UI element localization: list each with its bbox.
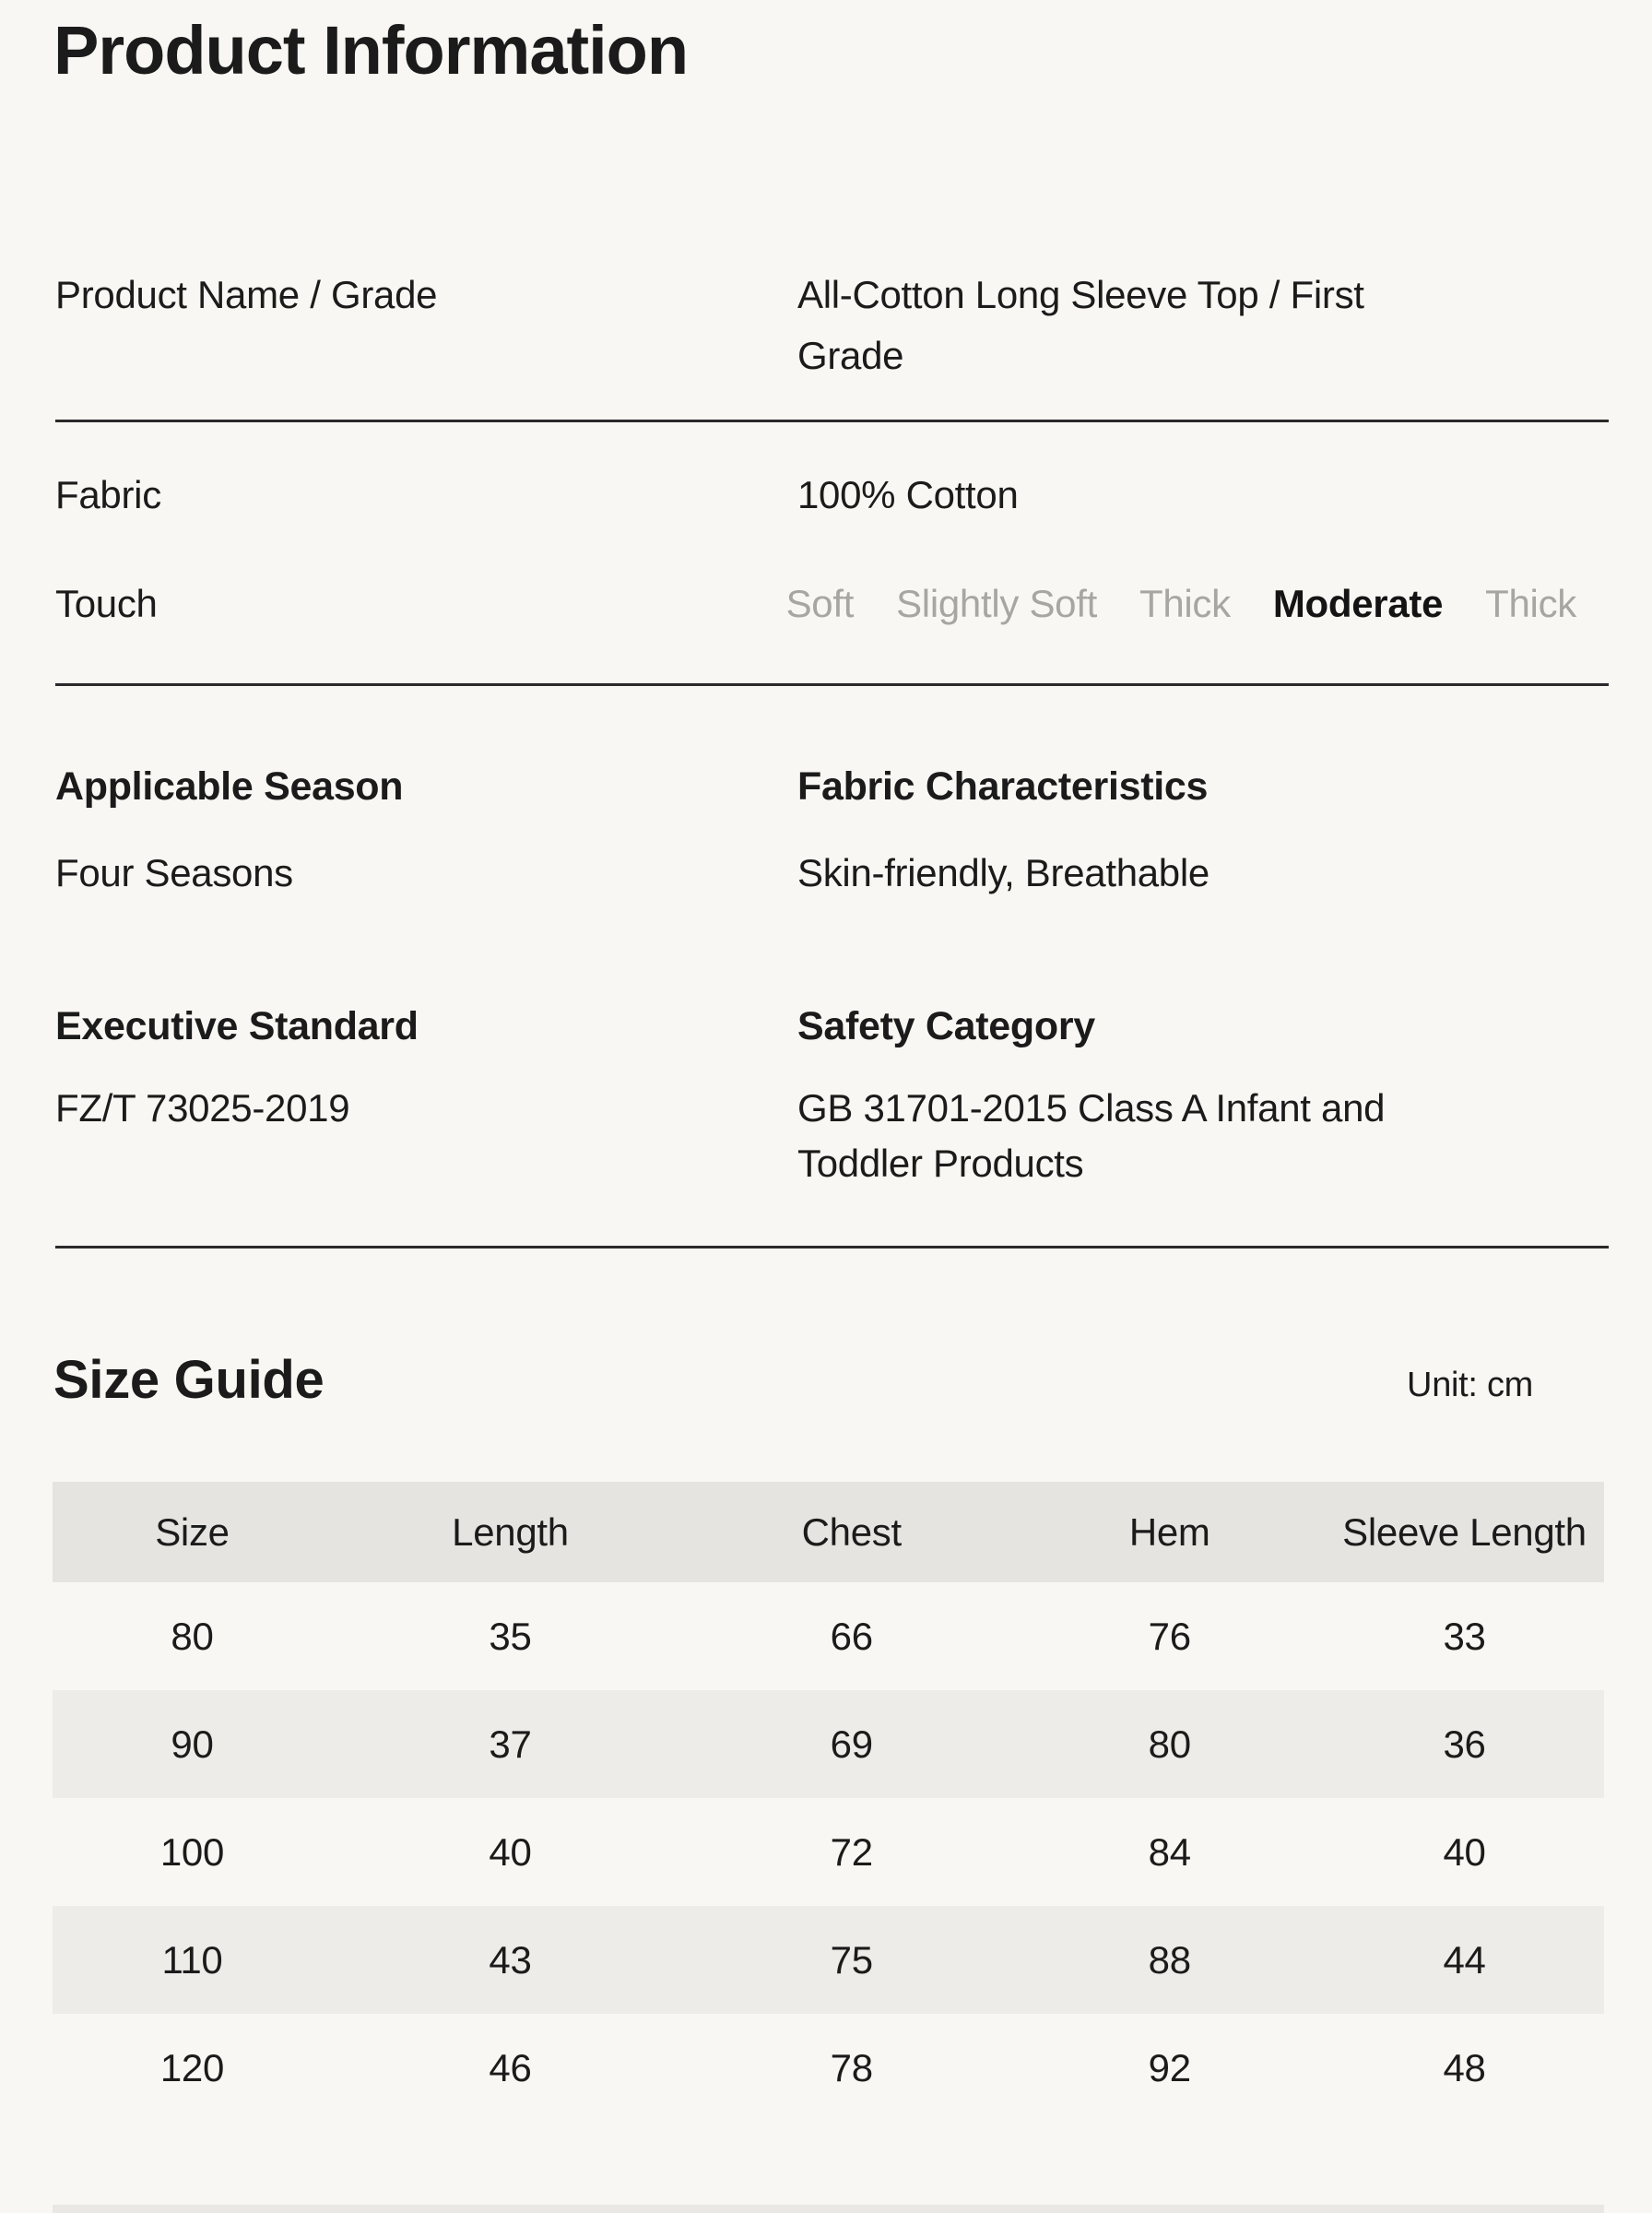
size-table-cell: 80 bbox=[171, 1614, 214, 1658]
touch-option: Soft bbox=[785, 582, 855, 625]
season-heading: Applicable Season bbox=[55, 764, 404, 809]
size-table-row bbox=[53, 2014, 1604, 2122]
section-divider bbox=[55, 420, 1609, 422]
size-table-cell: 48 bbox=[1443, 2045, 1486, 2089]
touch-option: Thick bbox=[1485, 582, 1576, 625]
executive-standard-value: FZ/T 73025-2019 bbox=[55, 1086, 350, 1130]
size-table-cell: 100 bbox=[159, 1829, 225, 1874]
size-table-cell: 40 bbox=[489, 1829, 532, 1874]
size-table-header-cell: Size bbox=[155, 1509, 230, 1554]
size-table-cell: 44 bbox=[1443, 1937, 1486, 1982]
safety-category-heading: Safety Category bbox=[797, 1004, 1095, 1048]
product-name-label: Product Name / Grade bbox=[55, 273, 438, 316]
size-table-cell: 72 bbox=[830, 1829, 873, 1874]
safety-category-value: GB 31701-2015 Class A Infant and Toddler Products bbox=[797, 1086, 1386, 1185]
size-guide-title: Size Guide bbox=[53, 1350, 324, 1410]
size-table-row bbox=[53, 1690, 1604, 1798]
size-table-cell: 36 bbox=[1443, 1722, 1486, 1766]
size-table-cell: 75 bbox=[830, 1937, 873, 1982]
fabric-characteristics-value: Skin-friendly, Breathable bbox=[797, 851, 1210, 894]
size-table-cell: 80 bbox=[1148, 1722, 1191, 1766]
size-table-cell: 78 bbox=[830, 2045, 873, 2089]
size-table-cell: 40 bbox=[1443, 1829, 1486, 1874]
size-table-cell: 35 bbox=[489, 1614, 532, 1658]
size-table-row bbox=[53, 1582, 1604, 1690]
size-table-header-cell: Length bbox=[452, 1509, 569, 1554]
executive-standard-heading: Executive Standard bbox=[55, 1004, 419, 1048]
size-table-cell: 110 bbox=[161, 1937, 223, 1982]
fabric-label: Fabric bbox=[55, 473, 161, 516]
season-value: Four Seasons bbox=[55, 851, 293, 894]
size-table-header-row bbox=[53, 1482, 1604, 1582]
size-table-row bbox=[53, 1906, 1604, 2014]
size-table-cell: 33 bbox=[1443, 1614, 1486, 1658]
size-table-cell: 76 bbox=[1148, 1614, 1191, 1658]
size-table-cell: 90 bbox=[171, 1722, 214, 1766]
size-table-cell: 37 bbox=[489, 1722, 532, 1766]
touch-option: Thick bbox=[1139, 582, 1231, 625]
next-row-edge bbox=[53, 2205, 1604, 2213]
size-table-cell: 69 bbox=[830, 1722, 873, 1766]
touch-options bbox=[786, 584, 1576, 624]
size-table-cell: 120 bbox=[159, 2045, 225, 2089]
size-table-cell: 88 bbox=[1148, 1937, 1191, 1982]
size-table-header-cell: Sleeve Length bbox=[1342, 1509, 1587, 1554]
size-table-header-cell: Hem bbox=[1128, 1509, 1210, 1554]
size-table-row bbox=[53, 1798, 1604, 1906]
size-table-cell: 43 bbox=[489, 1937, 532, 1982]
touch-option: Slightly Soft bbox=[896, 582, 1097, 625]
size-table-cell: 84 bbox=[1148, 1829, 1191, 1874]
fabric-characteristics-heading: Fabric Characteristics bbox=[797, 764, 1209, 809]
touch-option-selected: Moderate bbox=[1272, 582, 1444, 625]
size-table-cell: 92 bbox=[1148, 2045, 1191, 2089]
touch-label: Touch bbox=[55, 582, 158, 625]
size-guide-unit: Unit: cm bbox=[1407, 1366, 1533, 1404]
size-table-cell: 46 bbox=[489, 2045, 532, 2089]
size-table-cell: 66 bbox=[830, 1614, 873, 1658]
size-table-header-cell: Chest bbox=[801, 1509, 902, 1554]
section-divider bbox=[55, 1246, 1609, 1249]
fabric-value: 100% Cotton bbox=[797, 473, 1019, 516]
product-name-value: All-Cotton Long Sleeve Top / First Grade bbox=[797, 273, 1364, 377]
size-table bbox=[53, 1482, 1604, 2122]
section-divider bbox=[55, 683, 1609, 686]
page-title: Product Information bbox=[53, 12, 689, 89]
